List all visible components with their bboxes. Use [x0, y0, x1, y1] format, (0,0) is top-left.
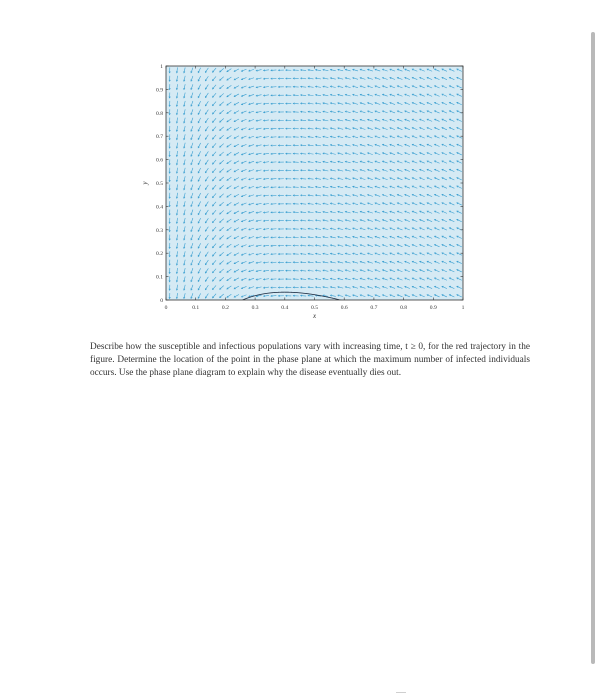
vertical-scrollbar[interactable] — [591, 32, 595, 664]
y-tick-label: 0.2 — [156, 251, 163, 258]
y-tick-label: 0.7 — [156, 134, 163, 141]
x-tick-label: 1 — [461, 305, 465, 311]
x-tick-label: 0.4 — [281, 305, 289, 311]
y-tick-label: 0.9 — [156, 87, 163, 94]
phase-plane-chart — [135, 55, 480, 325]
y-tick-label: 0 — [160, 298, 163, 304]
x-tick-label: 0.1 — [192, 305, 200, 311]
y-tick-label: 0.1 — [156, 274, 163, 281]
x-tick-label: 0.9 — [429, 305, 437, 311]
x-tick-label: 0.6 — [340, 305, 348, 311]
y-tick-label: 0.4 — [156, 204, 163, 211]
x-tick-label: 0.2 — [221, 305, 229, 311]
y-tick-label: 0.6 — [156, 157, 163, 164]
y-axis-label: y — [141, 181, 149, 185]
x-tick-label: 0.5 — [311, 305, 318, 311]
y-tick-label: 0.3 — [156, 227, 163, 234]
x-axis-label: x — [312, 312, 317, 320]
x-tick-label: 0.8 — [400, 305, 408, 311]
y-tick-label: 1 — [160, 64, 163, 70]
question-text: Describe how the susceptible and infectious populations vary with increasing time, t ≥ 0, for the red trajectory in the figure. Determine the location of the point in the phase plane at which the maximum number of infected individuals occurs. Use the phase plane diagram to explain why the disease eventually dies out. — [90, 342, 530, 379]
y-tick-label: 0.5 — [156, 181, 163, 187]
x-tick-label: 0.3 — [251, 305, 259, 311]
plot-area — [166, 66, 463, 300]
x-tick-label: 0 — [164, 305, 168, 311]
y-tick-label: 0.8 — [156, 110, 163, 117]
page-footer-mark — [396, 692, 406, 696]
x-tick-label: 0.7 — [370, 305, 378, 311]
